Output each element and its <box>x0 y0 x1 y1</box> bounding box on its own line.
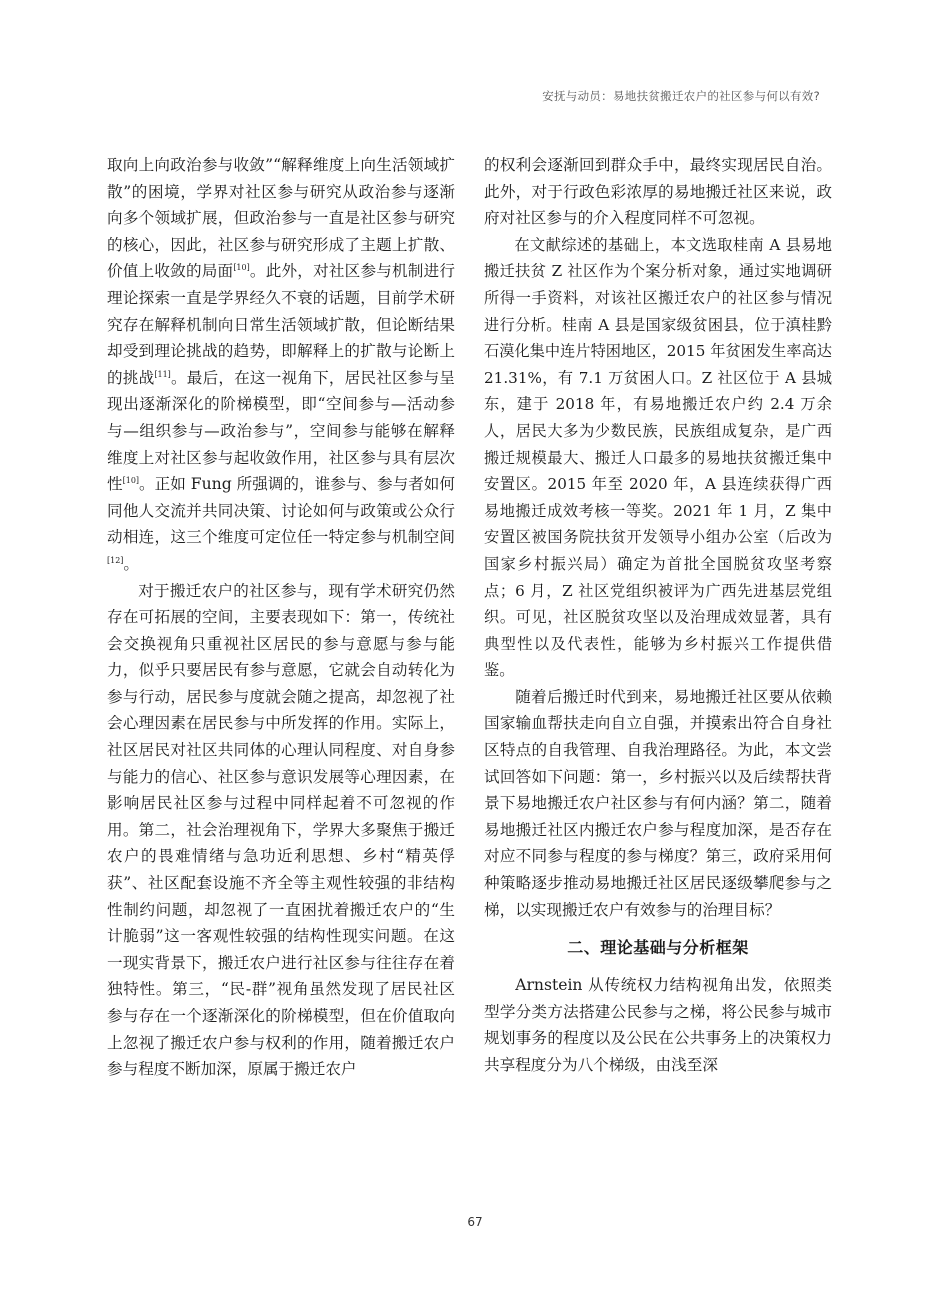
left-paragraph-1 <box>107 152 455 578</box>
left-p1-text-5: 。 <box>123 554 140 573</box>
right-paragraph-4: Arnstein 从传统权力结构视角出发，依照类型学分类方法搭建公民参与之梯，将公民参与城市规划事务的程度以及公民在公共事务上的决策权力共享程度分为八个梯级，由浅至深 <box>484 976 832 1074</box>
left-p1-text-4: 。正如 Fung 所强调的，谁参与、参与者如何同他人交流并共同决策、讨论如何与政策或公众行动相连，这三个维度可定位任一特定参与机制空间 <box>107 475 455 547</box>
running-header-title: 安抚与动员：易地扶贫搬迁农户的社区参与何以有效? <box>542 89 820 103</box>
left-column <box>107 152 455 1083</box>
right-paragraph-3: 随着后搬迁时代到来，易地搬迁社区要从依赖国家输血帮扶走向自立自强，并摸索出符合自身社区特点的自我管理、自我治理路径。为此，本文尝试回答如下问题：第一，乡村振兴以及后续帮扶背景下易地搬迁农户社区参与有何内涵？第二，随着易地搬迁社区内搬迁农户参与程度加深，是否存在对应不同参与程度的参与梯度？第三，政府采用何种策略逐步推动易地搬迁社区居民逐级攀爬参与之梯，以实现搬迁农户有效参与的治理目标？ <box>484 687 832 919</box>
right-paragraph-2: 在文献综述的基础上，本文选取桂南 A 县易地搬迁扶贫 Z 社区作为个案分析对象，通过实地调研所得一手资料，对该社区搬迁农户的社区参与情况进行分析。桂南 A 县是国家级贫困县，位于滇桂黔石漠化集中连片特困地区，2015 年贫困发生率高达 21.31%，有 7.1 万贫困人口。Z 社区位于 A 县城东，建于 2018 年，有易地搬迁农户约 2.4 万余人，居民大多为少数民族，民族组成复杂，是广西搬迁规模最大、搬迁人口最多的易地扶贫搬迁集中安置区。2015 年至 2020 年，A 县连续获得广西易地搬迁成效考核一等奖。2021 年 1 月，Z 集中安置区被国务院扶贫开发领导小组办公室（后改为国家乡村振兴局）确定为首批全国脱贫攻坚考察点；6 月，Z 社区党组织被评为广西先进基层党组织。可见，社区脱贫攻坚以及治理成效显著，具有典型性以及代表性，能够为乡村振兴工作提供借鉴。 <box>484 235 832 680</box>
page-number: 67 <box>467 1215 483 1229</box>
left-p1-text-2: 。此外，对社区参与机制进行理论探索一直是学界经久不衰的话题，目前学术研究存在解释机制向日常生活领域扩散，但论断结果却受到理论挑战的趋势，即解释上的扩散与论断上的挑战 <box>107 262 455 387</box>
left-p1-text-3: 。最后，在这一视角下，居民社区参与呈现出逐渐深化的阶梯模型，即“空间参与—活动参与—组织参与—政治参与”，空间参与能够在解释维度上对社区参与起收敛作用，社区参与具有层次性 <box>107 368 455 494</box>
citation-ref-10b: [10] <box>122 475 140 485</box>
left-p1-text-1: 取向上向政治参与收敛”“解释维度上向生活领域扩散”的困境，学界对社区参与研究从政治参与逐渐向多个领域扩展，但政治参与一直是社区参与研究的核心，因此，社区参与研究形成了主题上扩散、价值上收敛的局面 <box>107 156 455 281</box>
citation-ref-11: [11] <box>154 369 171 379</box>
citation-ref-12: [12] <box>107 555 124 565</box>
right-paragraph-1: 的权利会逐渐回到群众手中，最终实现居民自治。此外，对于行政色彩浓厚的易地搬迁社区来说，政府对社区参与的介入程度同样不可忽视。 <box>484 156 832 228</box>
citation-ref-10a: [10] <box>233 263 250 273</box>
section-heading: 二、理论基础与分析框架 <box>567 938 749 958</box>
left-paragraph-2: 对于搬迁农户的社区参与，现有学术研究仍然存在可拓展的空间，主要表现如下：第一，传统社会交换视角只重视社区居民的参与意愿与参与能力，似乎只要居民有参与意愿，它就会自动转化为参与行动，居民参与度就会随之提高，却忽视了社会心理因素在居民参与中所发挥的作用。实际上，社区居民对社区共同体的心理认同程度、对自身参与能力的信心、社区参与意识发展等心理因素，在影响居民社区参与过程中同样起着不可忽视的作用。第二，社会治理视角下，学界大多聚焦于搬迁农户的畏难情绪与急功近利思想、乡村“精英俘获”、社区配套设施不齐全等主观性较强的非结构性制约问题，却忽视了一直困扰着搬迁农户的“生计脆弱”这一客观性较强的结构性现实问题。在这一现实背景下，搬迁农户进行社区参与往往存在着独特性。第三，“民-群”视角虽然发现了居民社区参与存在一个逐渐深化的阶梯模型，但在价值取向上忽视了搬迁农户参与权利的作用，随着搬迁农户参与程度不断加深，原属于搬迁农户 <box>107 581 455 1079</box>
right-column <box>484 152 832 1079</box>
